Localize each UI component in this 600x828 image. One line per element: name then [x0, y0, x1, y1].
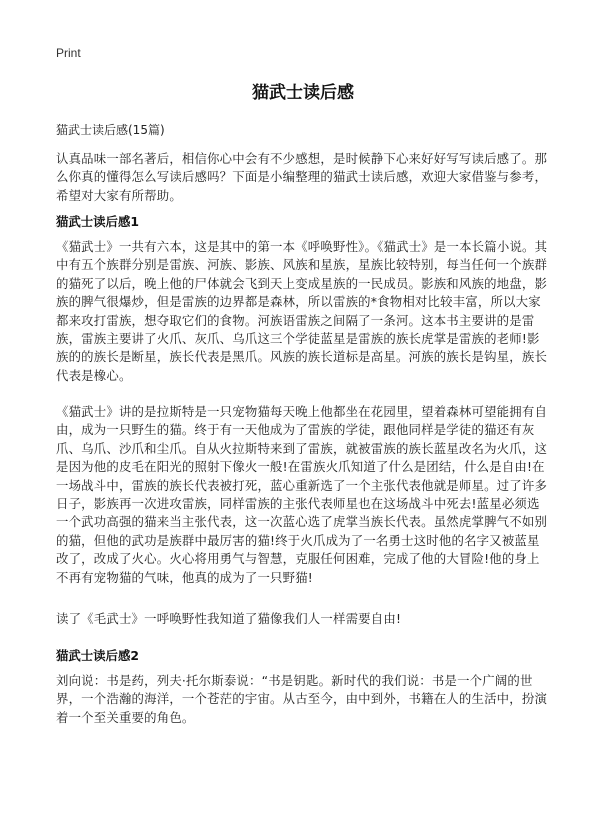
- page-title: 猫武士读后感: [252, 83, 354, 103]
- section-1-paragraph-2: 《猫武士》讲的是拉斯特是一只宠物猫每天晚上他都坐在花园里，望着森林可望能拥有自由，成为一只野生的猫。终于有一天他成为了雷族的学徒，跟他同样是学徒的猫还有灰爪、乌爪、沙爪和尘爪。自从火拉斯特来到了雷族，就被雷族的族长蓝星改名为火爪，这是因为他的皮毛在阳光的照射下像火一般!在雷族火爪知道了什么是团结，什么是自由!在一场战斗中，雷族的族长代表被打死，蓝心重新选了一个主张代表他就是师星。过了许多日子，影族再一次进攻雷族，同样雷族的主张代表师星也在这场战斗中死去!蓝星必须选一个武功高强的猫来当主张代表，这一次蓝心选了虎掌当族长代表。虽然虎掌脾气不如别的猫，但他的武功是族群中最厉害的猫!终于火爪成为了一名勇士这时他的名字又被蓝星改了，改成了火心。火心将用勇气与智慧，克服任何困难，完成了他的大冒险!他的身上不再有宠物猫的气味，他真的成为了一只野猫!: [56, 404, 548, 585]
- print-link[interactable]: Print: [56, 46, 81, 60]
- section-heading-2: 猫武士读后感2: [56, 648, 139, 663]
- document-subtitle: 猫武士读后感(15篇): [56, 123, 165, 137]
- section-1-paragraph-1: 《猫武士》一共有六本，这是其中的第一本《呼唤野性》。《猫武士》是一本长篇小说。其中有五个族群分别是雷族、河族、影族、风族和星族，星族比较特别，每当任何一个族群的猫死了以后，晚上他的尸体就会飞到天上变成星族的一民成员。影族和风族的地盘，影族的脾气很爆炒，但是雷族的边界都是森林，所以雷族的*食物相对比较丰富，所以大家都来攻打雷族，想夺取它们的食物。河族语雷族之间隔了一条河。这本书主要讲的是雷族，雷族主要讲了火爪、灰爪、乌爪这三个学徒蓝星是雷族的族长虎掌是雷族的老师!影族的的族长是断星，族长代表是黑爪。风族的族长道标是高星。河族的族长是钩星，族长代表是橡心。: [56, 239, 548, 383]
- section-heading-1: 猫武士读后感1: [56, 214, 139, 229]
- section-1-paragraph-3: 读了《毛武士》一呼唤野性我知道了猫像我们人一样需要自由!: [56, 611, 402, 626]
- intro-paragraph: 认真品味一部名著后，相信你心中会有不少感想，是时候静下心来好好写写读后感了。那么你真的懂得怎么写读后感吗？下面是小编整理的猫武士读后感，欢迎大家借鉴与参考，希望对大家有所帮助。: [56, 151, 548, 203]
- section-2-paragraph-1: 刘向说：书是药，列夫·托尔斯泰说：“书是钥匙。新时代的我们说：书是一个广阔的世界，一个浩瀚的海洋，一个苍茫的宇宙。从古至今，由中到外，书籍在人的生活中，扮演着一个至关重要的角色。: [56, 673, 548, 725]
